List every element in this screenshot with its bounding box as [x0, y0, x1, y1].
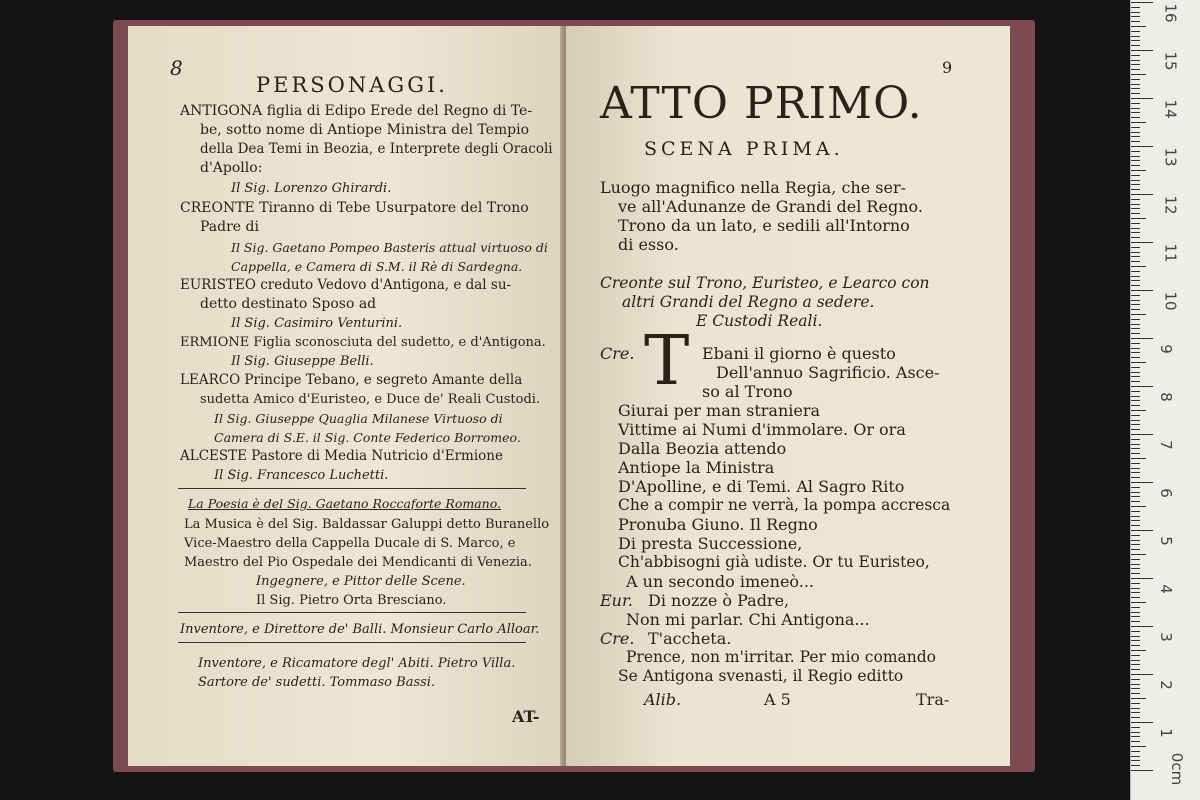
ruler-tick: [1131, 664, 1140, 665]
ruler-tick: [1131, 420, 1140, 421]
cast-singer: Cappella, e Camera di S.M. il Rè di Sardegna.: [231, 259, 523, 274]
ruler-tick: [1131, 592, 1140, 593]
ruler-tick: [1131, 568, 1140, 569]
ruler-tick: [1131, 535, 1140, 536]
ruler-tick: [1131, 626, 1153, 627]
ruler-tick: [1131, 463, 1140, 464]
ruler-tick: [1131, 405, 1140, 406]
ruler-tick: [1131, 468, 1140, 469]
ruler-tick: [1131, 156, 1140, 157]
ruler-tick: [1131, 141, 1140, 142]
poesia-credit: La Poesia è del Sig. Gaetano Roccaforte Romano.: [188, 496, 501, 511]
stage-direction: altri Grandi del Regno a sedere.: [622, 293, 875, 311]
ruler-label: 14: [1161, 99, 1180, 119]
speaker-label: Cre.: [600, 629, 635, 648]
ruler-tick: [1131, 98, 1153, 99]
ruler-tick: [1131, 36, 1140, 37]
dialogue-line: Vittime ai Numi d'immolare. Or ora: [618, 420, 906, 439]
ruler-tick: [1131, 765, 1140, 766]
speaker-label: Cre.: [600, 344, 635, 363]
cast-heading: PERSONAGGI.: [256, 73, 448, 97]
ruler-tick: [1131, 40, 1140, 41]
ruler-tick: [1131, 544, 1140, 545]
setting-line: di esso.: [618, 235, 679, 254]
ruler-tick: [1131, 74, 1146, 75]
ruler-tick: [1131, 12, 1140, 13]
ruler-tick: [1131, 151, 1140, 152]
ingegnere-name: Il Sig. Pietro Orta Bresciano.: [256, 593, 447, 608]
dialogue-line: Ebani il giorno è questo: [702, 344, 896, 363]
act-title: ATTO PRIMO.: [600, 78, 923, 129]
ruler-tick: [1131, 88, 1140, 89]
ruler-tick: [1131, 79, 1140, 80]
ruler-tick: [1131, 343, 1140, 344]
ruler-tick: [1131, 530, 1153, 531]
ruler-tick: [1131, 444, 1140, 445]
musica-credit: Vice-Maestro della Cappella Ducale di S. Marco, e: [184, 536, 516, 551]
ruler-tick: [1131, 271, 1140, 272]
ruler-tick: [1131, 228, 1140, 229]
cast-singer: Il Sig. Casimiro Venturini.: [231, 316, 403, 331]
left-catchword: AT-: [512, 707, 540, 726]
dialogue-line: Che a compir ne verrà, la pompa accresca: [618, 496, 951, 514]
ruler-tick: [1131, 290, 1153, 291]
ruler-label: 10: [1161, 291, 1180, 311]
ruler-tick: [1131, 314, 1146, 315]
ruler-tick: [1131, 45, 1140, 46]
ruler-tick: [1131, 453, 1140, 454]
cast-line: ALCESTE Pastore di Media Nutricio d'Ermione: [180, 448, 503, 464]
measurement-ruler: [1130, 0, 1200, 800]
ruler-tick: [1131, 352, 1140, 353]
ruler-tick: [1131, 93, 1140, 94]
ruler-tick: [1131, 160, 1140, 161]
right-page: [566, 26, 1010, 766]
ruler-tick: [1131, 770, 1153, 771]
ruler-tick: [1131, 60, 1140, 61]
ruler-tick: [1131, 223, 1140, 224]
ruler-tick: [1131, 732, 1140, 733]
sartore-credit: Sartore de' sudetti. Tommaso Bassi.: [198, 675, 436, 690]
ruler-tick: [1131, 69, 1140, 70]
ruler-tick: [1131, 247, 1140, 248]
ruler-tick: [1131, 679, 1140, 680]
ruler-tick: [1131, 386, 1153, 387]
ruler-tick: [1131, 285, 1140, 286]
ruler-tick: [1131, 554, 1146, 555]
footer-left: Alib.: [644, 690, 682, 709]
cast-line: LEARCO Principe Tebano, e segreto Amante della: [180, 372, 523, 388]
ruler-tick: [1131, 357, 1140, 358]
setting-line: Trono da un lato, e sedili all'Intorno: [618, 216, 910, 235]
ruler-tick: [1131, 756, 1140, 757]
setting-line: Luogo magnifico nella Regia, che ser-: [600, 178, 907, 197]
ruler-tick: [1131, 184, 1140, 185]
ruler-tick: [1131, 376, 1140, 377]
ruler-label: 6: [1156, 488, 1175, 498]
ruler-tick: [1131, 84, 1140, 85]
ruler-tick: [1131, 477, 1140, 478]
signature-mark: A 5: [764, 690, 791, 709]
ruler-tick: [1131, 607, 1140, 608]
ruler-tick: [1131, 520, 1140, 521]
ruler-tick: [1131, 300, 1140, 301]
ruler-tick: [1131, 751, 1140, 752]
abiti-credit: Inventore, e Ricamatore degl' Abiti. Pietro Villa.: [198, 656, 516, 671]
ruler-label: 4: [1156, 584, 1175, 594]
cast-line: ANTIGONA figlia di Edipo Erede del Regno di Te-: [180, 103, 533, 119]
ruler-tick: [1131, 208, 1140, 209]
left-page-number: 8: [170, 56, 183, 80]
ruler-tick: [1131, 175, 1140, 176]
ruler-tick: [1131, 640, 1140, 641]
cast-line: ERMIONE Figlia sconosciuta del sudetto, e d'Antigona.: [180, 335, 546, 350]
divider: [178, 612, 526, 613]
ruler-tick: [1131, 703, 1140, 704]
ruler-tick: [1131, 501, 1140, 502]
ruler-tick: [1131, 540, 1140, 541]
ruler-label: 8: [1156, 392, 1175, 402]
ruler-tick: [1131, 266, 1146, 267]
ruler-label: 3: [1156, 632, 1175, 642]
ruler-tick: [1131, 21, 1140, 22]
ruler-tick: [1131, 295, 1140, 296]
ruler-tick: [1131, 597, 1140, 598]
ruler-tick: [1131, 660, 1140, 661]
ruler-tick: [1131, 146, 1153, 147]
ruler-tick: [1131, 434, 1153, 435]
dialogue-line: Dalla Beozia attendo: [618, 439, 787, 458]
ruler-label: 7: [1156, 440, 1175, 450]
dialogue-line: so al Trono: [702, 382, 793, 401]
ruler-tick: [1131, 736, 1140, 737]
ruler-label: 0cm: [1168, 752, 1187, 786]
cast-line: della Dea Temi in Beozia, e Interprete degli Oracoli: [200, 141, 553, 157]
setting-line: ve all'Adunanze de Grandi del Regno.: [618, 197, 923, 216]
ruler-tick: [1131, 674, 1153, 675]
cast-singer: Il Sig. Giuseppe Belli.: [231, 354, 374, 369]
ruler-tick: [1131, 103, 1140, 104]
dialogue-line: Ch'abbisogni già udiste. Or tu Euristeo,: [618, 553, 930, 571]
ruler-tick: [1131, 31, 1140, 32]
ruler-tick: [1131, 549, 1140, 550]
ruler-tick: [1131, 525, 1140, 526]
ruler-tick: [1131, 132, 1140, 133]
ruler-tick: [1131, 722, 1153, 723]
ruler-tick: [1131, 55, 1140, 56]
ruler-label: 1: [1156, 728, 1175, 738]
drop-cap: T: [644, 322, 690, 401]
ruler-tick: [1131, 429, 1140, 430]
ruler-tick: [1131, 7, 1140, 8]
ruler-tick: [1131, 482, 1153, 483]
ruler-tick: [1131, 391, 1140, 392]
ruler-tick: [1131, 261, 1140, 262]
ruler-tick: [1131, 232, 1140, 233]
ruler-tick: [1131, 650, 1146, 651]
dialogue-line: Antiope la Ministra: [618, 458, 775, 477]
ruler-label: 2: [1156, 680, 1175, 690]
ruler-tick: [1131, 487, 1140, 488]
cast-line: detto destinato Sposo ad: [200, 296, 377, 312]
ruler-tick: [1131, 180, 1140, 181]
ruler-tick: [1131, 309, 1140, 310]
ruler-tick: [1131, 218, 1146, 219]
ruler-tick: [1131, 472, 1140, 473]
dialogue-line: Pronuba Giuno. Il Regno: [618, 515, 818, 534]
divider: [178, 642, 526, 643]
ruler-tick: [1131, 16, 1140, 17]
ruler-tick: [1131, 400, 1140, 401]
dialogue-line: Giurai per man straniera: [618, 401, 821, 420]
ruler-label: 16: [1161, 3, 1180, 23]
ruler-tick: [1131, 242, 1153, 243]
dialogue-line: Di nozze ò Padre,: [648, 591, 790, 610]
cast-singer: Il Sig. Francesco Luchetti.: [214, 468, 389, 483]
ruler-tick: [1131, 693, 1140, 694]
ruler-tick: [1131, 511, 1140, 512]
scene-title: SCENA PRIMA.: [644, 138, 844, 160]
dialogue-line: T'accheta.: [648, 629, 732, 648]
right-page-number: 9: [942, 58, 953, 77]
ruler-tick: [1131, 448, 1140, 449]
dialogue-line: Prence, non m'irritar. Per mio comando: [626, 648, 936, 666]
ruler-tick: [1131, 194, 1153, 195]
ruler-tick: [1131, 122, 1146, 123]
ruler-tick: [1131, 655, 1140, 656]
ruler-tick: [1131, 165, 1140, 166]
ruler-tick: [1131, 583, 1140, 584]
dialogue-line: Non mi parlar. Chi Antigona...: [626, 610, 870, 629]
cast-singer: Il Sig. Giuseppe Quaglia Milanese Virtuoso di: [214, 411, 503, 426]
ruler-tick: [1131, 578, 1153, 579]
cast-singer: Il Sig. Lorenzo Ghirardi.: [231, 181, 392, 196]
musica-credit: Maestro del Pio Ospedale dei Mendicanti di Venezia.: [184, 555, 532, 570]
left-page: [128, 26, 562, 766]
ruler-tick: [1131, 612, 1140, 613]
ruler-tick: [1131, 717, 1140, 718]
ruler-tick: [1131, 256, 1140, 257]
ruler-label: 13: [1161, 147, 1180, 167]
dialogue-line: A un secondo imeneò...: [626, 572, 815, 591]
ruler-tick: [1131, 117, 1140, 118]
ruler-tick: [1131, 439, 1140, 440]
ruler-tick: [1131, 328, 1140, 329]
musica-credit: La Musica è del Sig. Baldassar Galuppi detto Buranello: [184, 517, 550, 532]
cast-line: be, sotto nome di Antiope Ministra del Tempio: [200, 122, 530, 138]
ruler-tick: [1131, 684, 1140, 685]
ruler-label: 12: [1161, 195, 1180, 215]
ruler-tick: [1131, 712, 1140, 713]
ruler-tick: [1131, 381, 1140, 382]
ruler-tick: [1131, 372, 1140, 373]
ruler-tick: [1131, 324, 1140, 325]
cast-singer: Camera di S.E. il Sig. Conte Federico Borromeo.: [214, 430, 521, 445]
ruler-tick: [1131, 727, 1140, 728]
ruler-tick: [1131, 333, 1140, 334]
cast-line: EURISTEO creduto Vedovo d'Antigona, e dal su-: [180, 277, 512, 293]
ruler-tick: [1131, 338, 1153, 339]
cast-singer: Il Sig. Gaetano Pompeo Basteris attual virtuoso di: [231, 240, 548, 255]
ruler-tick: [1131, 304, 1140, 305]
cast-line: Padre di: [200, 219, 259, 235]
ruler-tick: [1131, 362, 1146, 363]
ruler-tick: [1131, 621, 1140, 622]
ruler-tick: [1131, 616, 1140, 617]
balli-credit: Inventore, e Direttore de' Balli. Monsieur Carlo Alloar.: [180, 622, 540, 637]
ruler-tick: [1131, 516, 1140, 517]
ruler-tick: [1131, 127, 1140, 128]
ruler-label: 15: [1161, 51, 1180, 71]
ruler-tick: [1131, 136, 1140, 137]
ruler-tick: [1131, 204, 1140, 205]
ruler-tick: [1131, 506, 1146, 507]
ruler-label: 11: [1161, 243, 1180, 263]
ruler-tick: [1131, 26, 1146, 27]
speaker-label: Eur.: [600, 591, 633, 610]
dialogue-line: D'Apolline, e di Temi. Al Sagro Rito: [618, 477, 905, 496]
ruler-tick: [1131, 319, 1140, 320]
ruler-tick: [1131, 396, 1140, 397]
ruler-tick: [1131, 746, 1146, 747]
ruler-label: 5: [1156, 536, 1175, 546]
ruler-tick: [1131, 698, 1146, 699]
ruler-tick: [1131, 276, 1140, 277]
ruler-tick: [1131, 645, 1140, 646]
ruler-tick: [1131, 669, 1140, 670]
cast-line: sudetta Amico d'Euristeo, e Duce de' Reali Custodi.: [200, 392, 541, 407]
ruler-tick: [1131, 492, 1140, 493]
dialogue-line: Dell'annuo Sagrificio. Asce-: [716, 363, 940, 382]
ruler-tick: [1131, 424, 1140, 425]
cast-line: d'Apollo:: [200, 160, 263, 176]
ruler-tick: [1131, 458, 1146, 459]
ruler-tick: [1131, 199, 1140, 200]
ruler-tick: [1131, 564, 1140, 565]
dialogue-line: Se Antigona svenasti, il Regio editto: [618, 667, 904, 685]
ruler-tick: [1131, 367, 1140, 368]
right-catchword: Tra-: [916, 690, 950, 709]
ruler-tick: [1131, 741, 1140, 742]
ruler-tick: [1131, 170, 1146, 171]
ruler-tick: [1131, 108, 1140, 109]
ruler-tick: [1131, 559, 1140, 560]
ruler-tick: [1131, 631, 1140, 632]
ruler-tick: [1131, 112, 1140, 113]
cast-line: CREONTE Tiranno di Tebe Usurpatore del Trono: [180, 200, 529, 216]
ruler-tick: [1131, 588, 1140, 589]
ingegnere-credit: Ingegnere, e Pittor delle Scene.: [256, 574, 466, 589]
ruler-tick: [1131, 64, 1140, 65]
divider: [178, 488, 526, 489]
ruler-tick: [1131, 415, 1140, 416]
ruler-label: 9: [1156, 344, 1175, 354]
ruler-tick: [1131, 2, 1153, 3]
ruler-tick: [1131, 602, 1146, 603]
ruler-tick: [1131, 252, 1140, 253]
ruler-tick: [1131, 280, 1140, 281]
dialogue-line: Di presta Successione,: [618, 534, 803, 553]
ruler-tick: [1131, 50, 1153, 51]
ruler-tick: [1131, 410, 1146, 411]
ruler-tick: [1131, 688, 1140, 689]
ruler-tick: [1131, 348, 1140, 349]
ruler-tick: [1131, 237, 1140, 238]
stage-direction: E Custodi Reali.: [696, 312, 823, 330]
ruler-tick: [1131, 213, 1140, 214]
ruler-tick: [1131, 636, 1140, 637]
ruler-tick: [1131, 573, 1140, 574]
ruler-tick: [1131, 708, 1140, 709]
stage-direction: Creonte sul Trono, Euristeo, e Learco con: [600, 274, 930, 292]
ruler-tick: [1131, 189, 1140, 190]
ruler-tick: [1131, 496, 1140, 497]
ruler-tick: [1131, 760, 1140, 761]
